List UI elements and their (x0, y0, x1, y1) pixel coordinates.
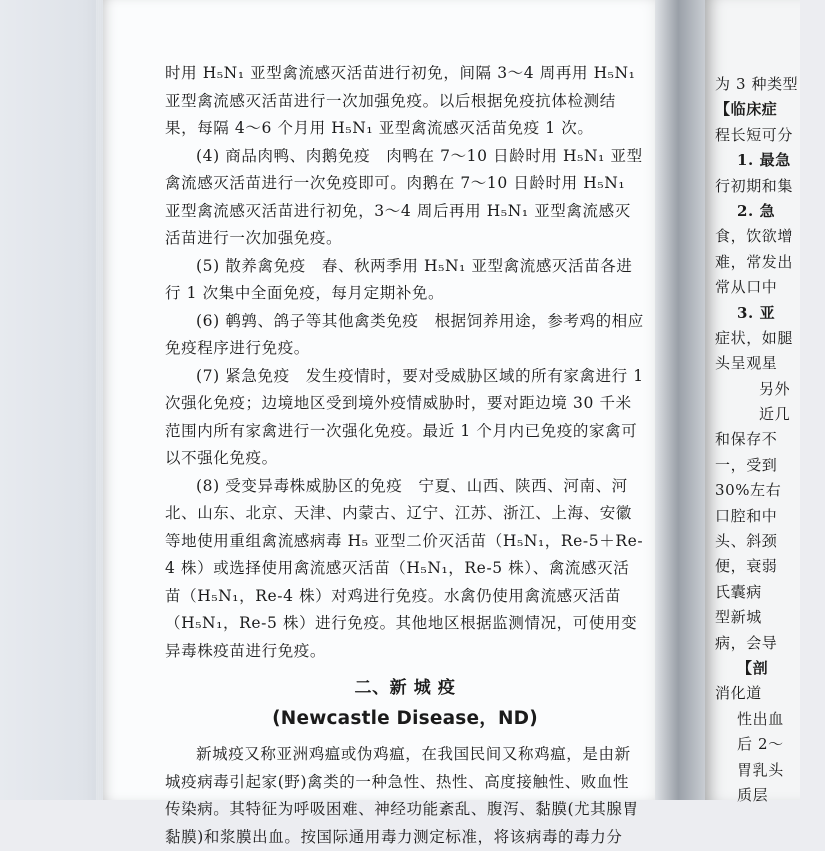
right-line: 氏囊病 (715, 582, 762, 601)
right-line: 性出血 (737, 709, 784, 728)
section-heading-english: (Newcastle Disease，ND) (272, 708, 538, 729)
right-line: 病，会导 (715, 633, 778, 652)
paragraph-5: (7) 紧急免疫 发生疫情时，要对受威胁区域的所有家禽进行 1 次强化免疫；边境地区受到境外疫情威胁时，要对距边境 30 千米范围内所有家禽进行一次强化免疫。最近 1 个月内已免疫的家禽可以不强化免疫。 (165, 366, 644, 467)
right-line: 便，衰弱 (715, 557, 778, 576)
paragraph-1: 时用 H₅N₁ 亚型禽流感灭活苗进行初免，间隔 3～4 周再用 H₅N₁ 亚型禽流感灭活苗进行一次加强免疫。以后根据免疫抗体检测结果，每隔 4～6 个月用 H₅N₁ 亚型禽流感灭活苗免疫 1 次。 (165, 64, 636, 137)
right-line: 后 2～ (737, 735, 784, 754)
right-line: 1. 最急 (737, 151, 791, 170)
paragraph-4: (6) 鹌鹑、鸽子等其他禽类免疫 根据饲养用途，参考鸡的相应免疫程序进行免疫。 (165, 311, 644, 357)
right-line: 食，饮欲增 (715, 227, 794, 246)
right-line: 难，常发出 (715, 252, 794, 271)
paragraph-3: (5) 散养禽免疫 春、秋两季用 H₅N₁ 亚型禽流感灭活苗各进行 1 次集中全面免疫，每月定期补免。 (165, 256, 633, 302)
right-line: 消化道 (715, 684, 762, 703)
right-line: 2. 急 (737, 201, 776, 220)
right-line: 另外 (759, 379, 791, 398)
right-line: 30%左右 (715, 481, 782, 500)
right-line: 程长短可分 (715, 125, 794, 144)
right-line: 口腔和中 (715, 506, 778, 525)
right-line: 头、斜颈 (715, 532, 778, 551)
section-heading: 二、新 城 疫 (354, 678, 456, 698)
right-line: 胃乳头 (737, 760, 784, 779)
right-line: 症状，如腿 (715, 328, 794, 347)
right-line: 行初期和集 (715, 176, 794, 195)
paragraph-6: (8) 受变异毒株威胁区的免疫 宁夏、山西、陕西、河南、河北、山东、北京、天津、内蒙古、辽宁、江苏、浙江、上海、安徽等地使用重组禽流感病毒 H₅ 亚型二价灭活苗（H₅N₁，Re-5＋Re-4 株）或选择使用禽流感灭活苗（H₅N₁，Re-5 株）、禽流感灭活苗（H₅N₁，Re-4 株）对鸡进行免疫。水禽仍使用禽流感灭活苗（H₅N₁，Re-5 株）进行免疫。其他地区根据监测情况，可使用变异毒株疫苗进行免疫。 (165, 476, 644, 660)
right-line: 一，受到 (715, 455, 778, 474)
right-line: 质层 (737, 785, 769, 804)
right-page-text (715, 72, 825, 808)
right-line: 【临床症 (715, 100, 778, 119)
left-page-text (165, 60, 645, 851)
right-line: 常从口中 (715, 278, 778, 297)
right-line: 型新城 (715, 608, 762, 627)
right-line: 为 3 种类型 (715, 75, 799, 93)
right-line: 【剖 (737, 658, 769, 677)
intro-paragraph: 新城疫又称亚洲鸡瘟或伪鸡瘟，在我国民间又称鸡瘟，是由新城疫病毒引起家(野)禽类的一种急性、热性、高度接触性、败血性传染病。其特征为呼吸困难、神经功能紊乱、腹泻、黏膜(尤其腺胃黏膜)和浆膜出血。按国际通用毒力测定标准，将该病毒的毒力分 (165, 745, 639, 846)
right-line: 头呈观星 (715, 354, 778, 373)
right-line: 和保存不 (715, 430, 778, 449)
right-page (705, 0, 800, 804)
right-line: 3. 亚 (737, 303, 776, 322)
paragraph-2: (4) 商品肉鸭、肉鹅免疫 肉鸭在 7～10 日龄时用 H₅N₁ 亚型禽流感灭活苗进行一次免疫即可。肉鹅在 7～10 日龄时用 H₅N₁ 亚型禽流感灭活苗进行初免，3～4 周后再用 H₅N₁ 亚型禽流感灭活苗进行一次加强免疫。 (165, 146, 643, 247)
right-line: 近几 (759, 405, 791, 424)
